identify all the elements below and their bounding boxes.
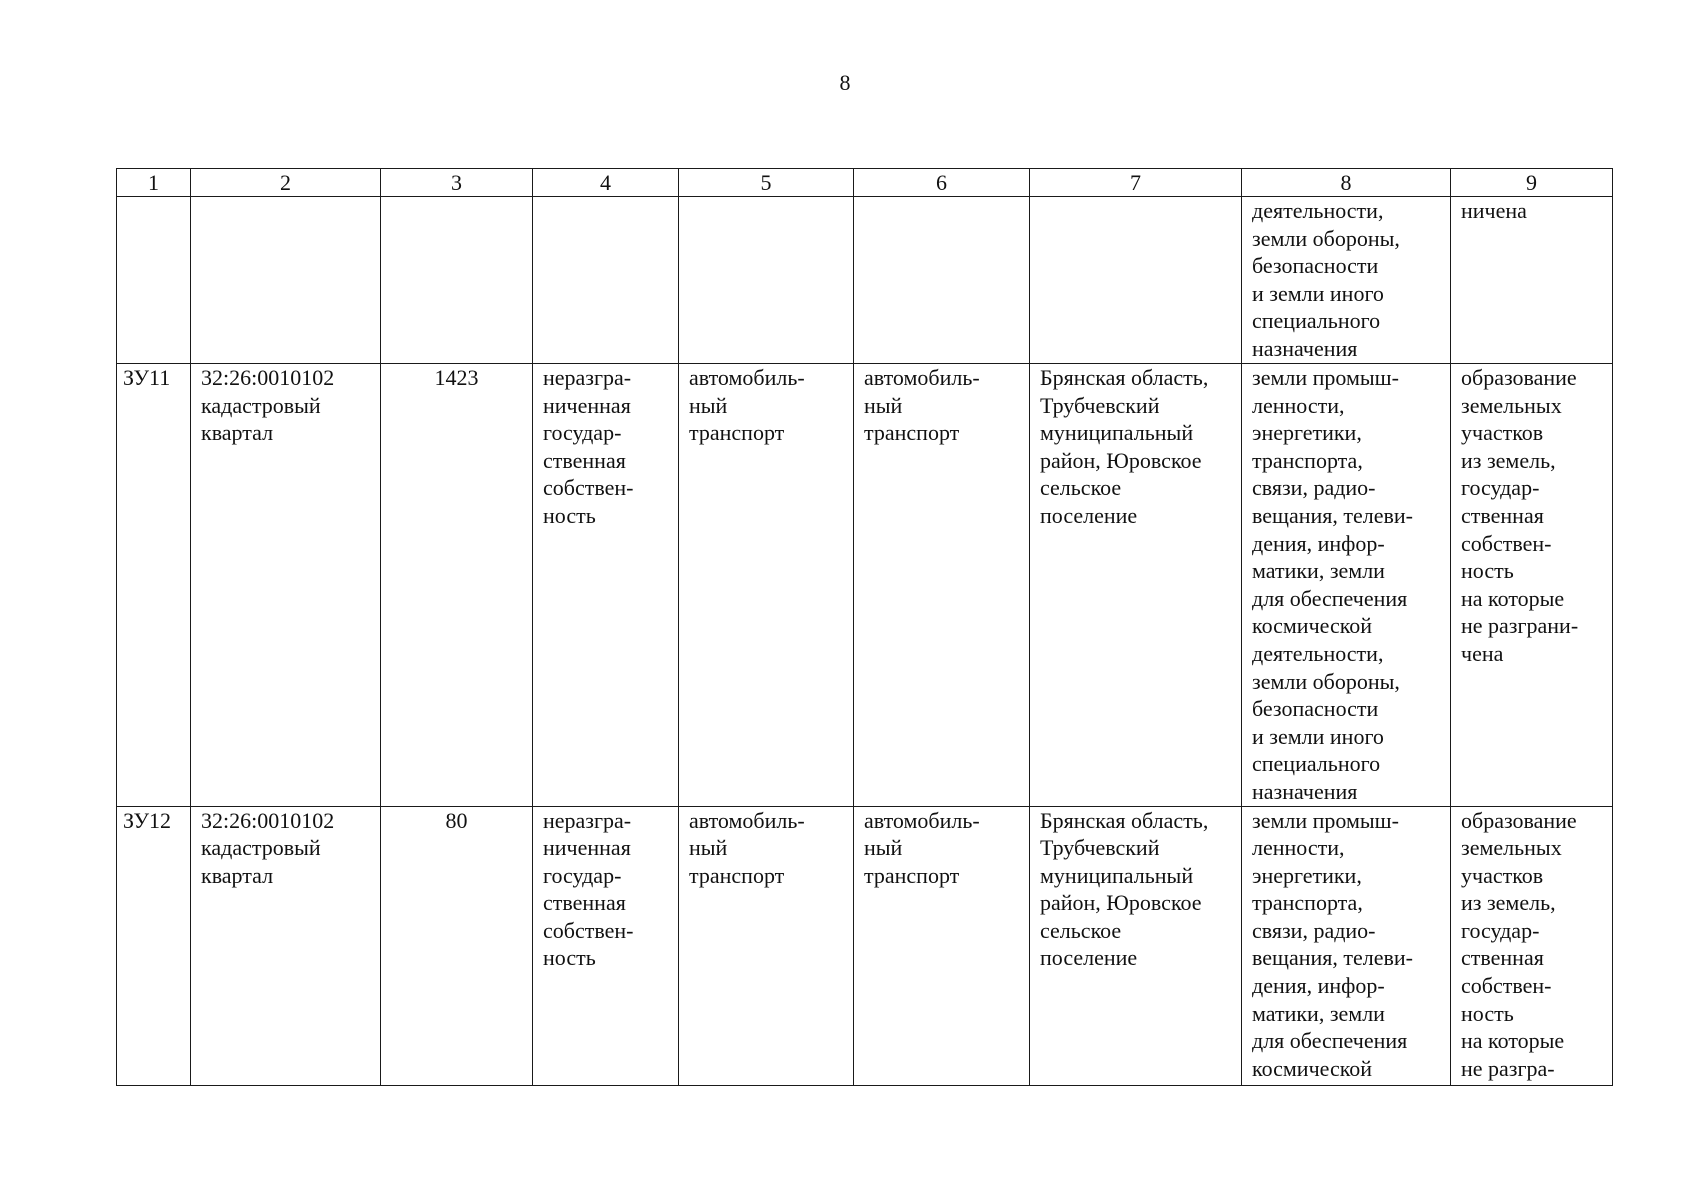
area-cell	[381, 197, 533, 364]
column-header: 2	[191, 169, 381, 197]
column-header: 4	[533, 169, 679, 197]
ownership-cell: неразгра- ниченная государ- ственная собствен- ность	[533, 364, 679, 807]
use-cell: автомобиль- ный транспорт	[854, 806, 1030, 1085]
cadastral-cell: 32:26:0010102 кадастровый квартал	[191, 364, 381, 807]
column-header: 3	[381, 169, 533, 197]
method-cell: ничена	[1451, 197, 1613, 364]
ownership-cell: неразгра- ниченная государ- ственная собствен- ность	[533, 806, 679, 1085]
plot-id-cell	[117, 197, 191, 364]
location-cell: Брянская область, Трубчевский муниципальный район, Юровское сельское поселение	[1030, 806, 1242, 1085]
land-category-cell: деятельности, земли обороны, безопасности и земли иного специального назначения	[1242, 197, 1451, 364]
cadastral-cell: 32:26:0010102 кадастровый квартал	[191, 806, 381, 1085]
plot-id-cell: ЗУ12	[117, 806, 191, 1085]
use-cell: автомобиль- ный транспорт	[679, 364, 854, 807]
column-header: 5	[679, 169, 854, 197]
location-cell: Брянская область, Трубчевский муниципальный район, Юровское сельское поселение	[1030, 364, 1242, 807]
table-row	[117, 806, 1613, 1085]
land-category-cell: земли промыш- ленности, энергетики, транспорта, связи, радио- вещания, телеви- дения, инфор- матики, земли для обеспечения космической деятельности, земли обороны, безопасности и земли иного специального назначения	[1242, 364, 1451, 807]
use-cell: автомобиль- ный транспорт	[679, 806, 854, 1085]
table-row	[117, 364, 1613, 807]
column-header: 1	[117, 169, 191, 197]
method-cell: образование земельных участков из земель, государ- ственная собствен- ность на которые не разгра-	[1451, 806, 1613, 1085]
column-header: 6	[854, 169, 1030, 197]
land-category-cell: земли промыш- ленности, энергетики, транспорта, связи, радио- вещания, телеви- дения, инфор- матики, земли для обеспечения космической	[1242, 806, 1451, 1085]
location-cell	[1030, 197, 1242, 364]
column-header: 7	[1030, 169, 1242, 197]
land-plots-table	[116, 168, 1613, 1086]
column-header: 8	[1242, 169, 1451, 197]
ownership-cell	[533, 197, 679, 364]
plot-id-cell: ЗУ11	[117, 364, 191, 807]
use-cell	[679, 197, 854, 364]
area-cell: 80	[381, 806, 533, 1085]
area-cell: 1423	[381, 364, 533, 807]
method-cell: образование земельных участков из земель, государ- ственная собствен- ность на которые не разграни- чена	[1451, 364, 1613, 807]
column-number-row	[117, 169, 1613, 197]
column-header: 9	[1451, 169, 1613, 197]
cadastral-cell	[191, 197, 381, 364]
page-number: 8	[839, 70, 851, 95]
table-row	[117, 197, 1613, 364]
use-cell: автомобиль- ный транспорт	[854, 364, 1030, 807]
use-cell	[854, 197, 1030, 364]
